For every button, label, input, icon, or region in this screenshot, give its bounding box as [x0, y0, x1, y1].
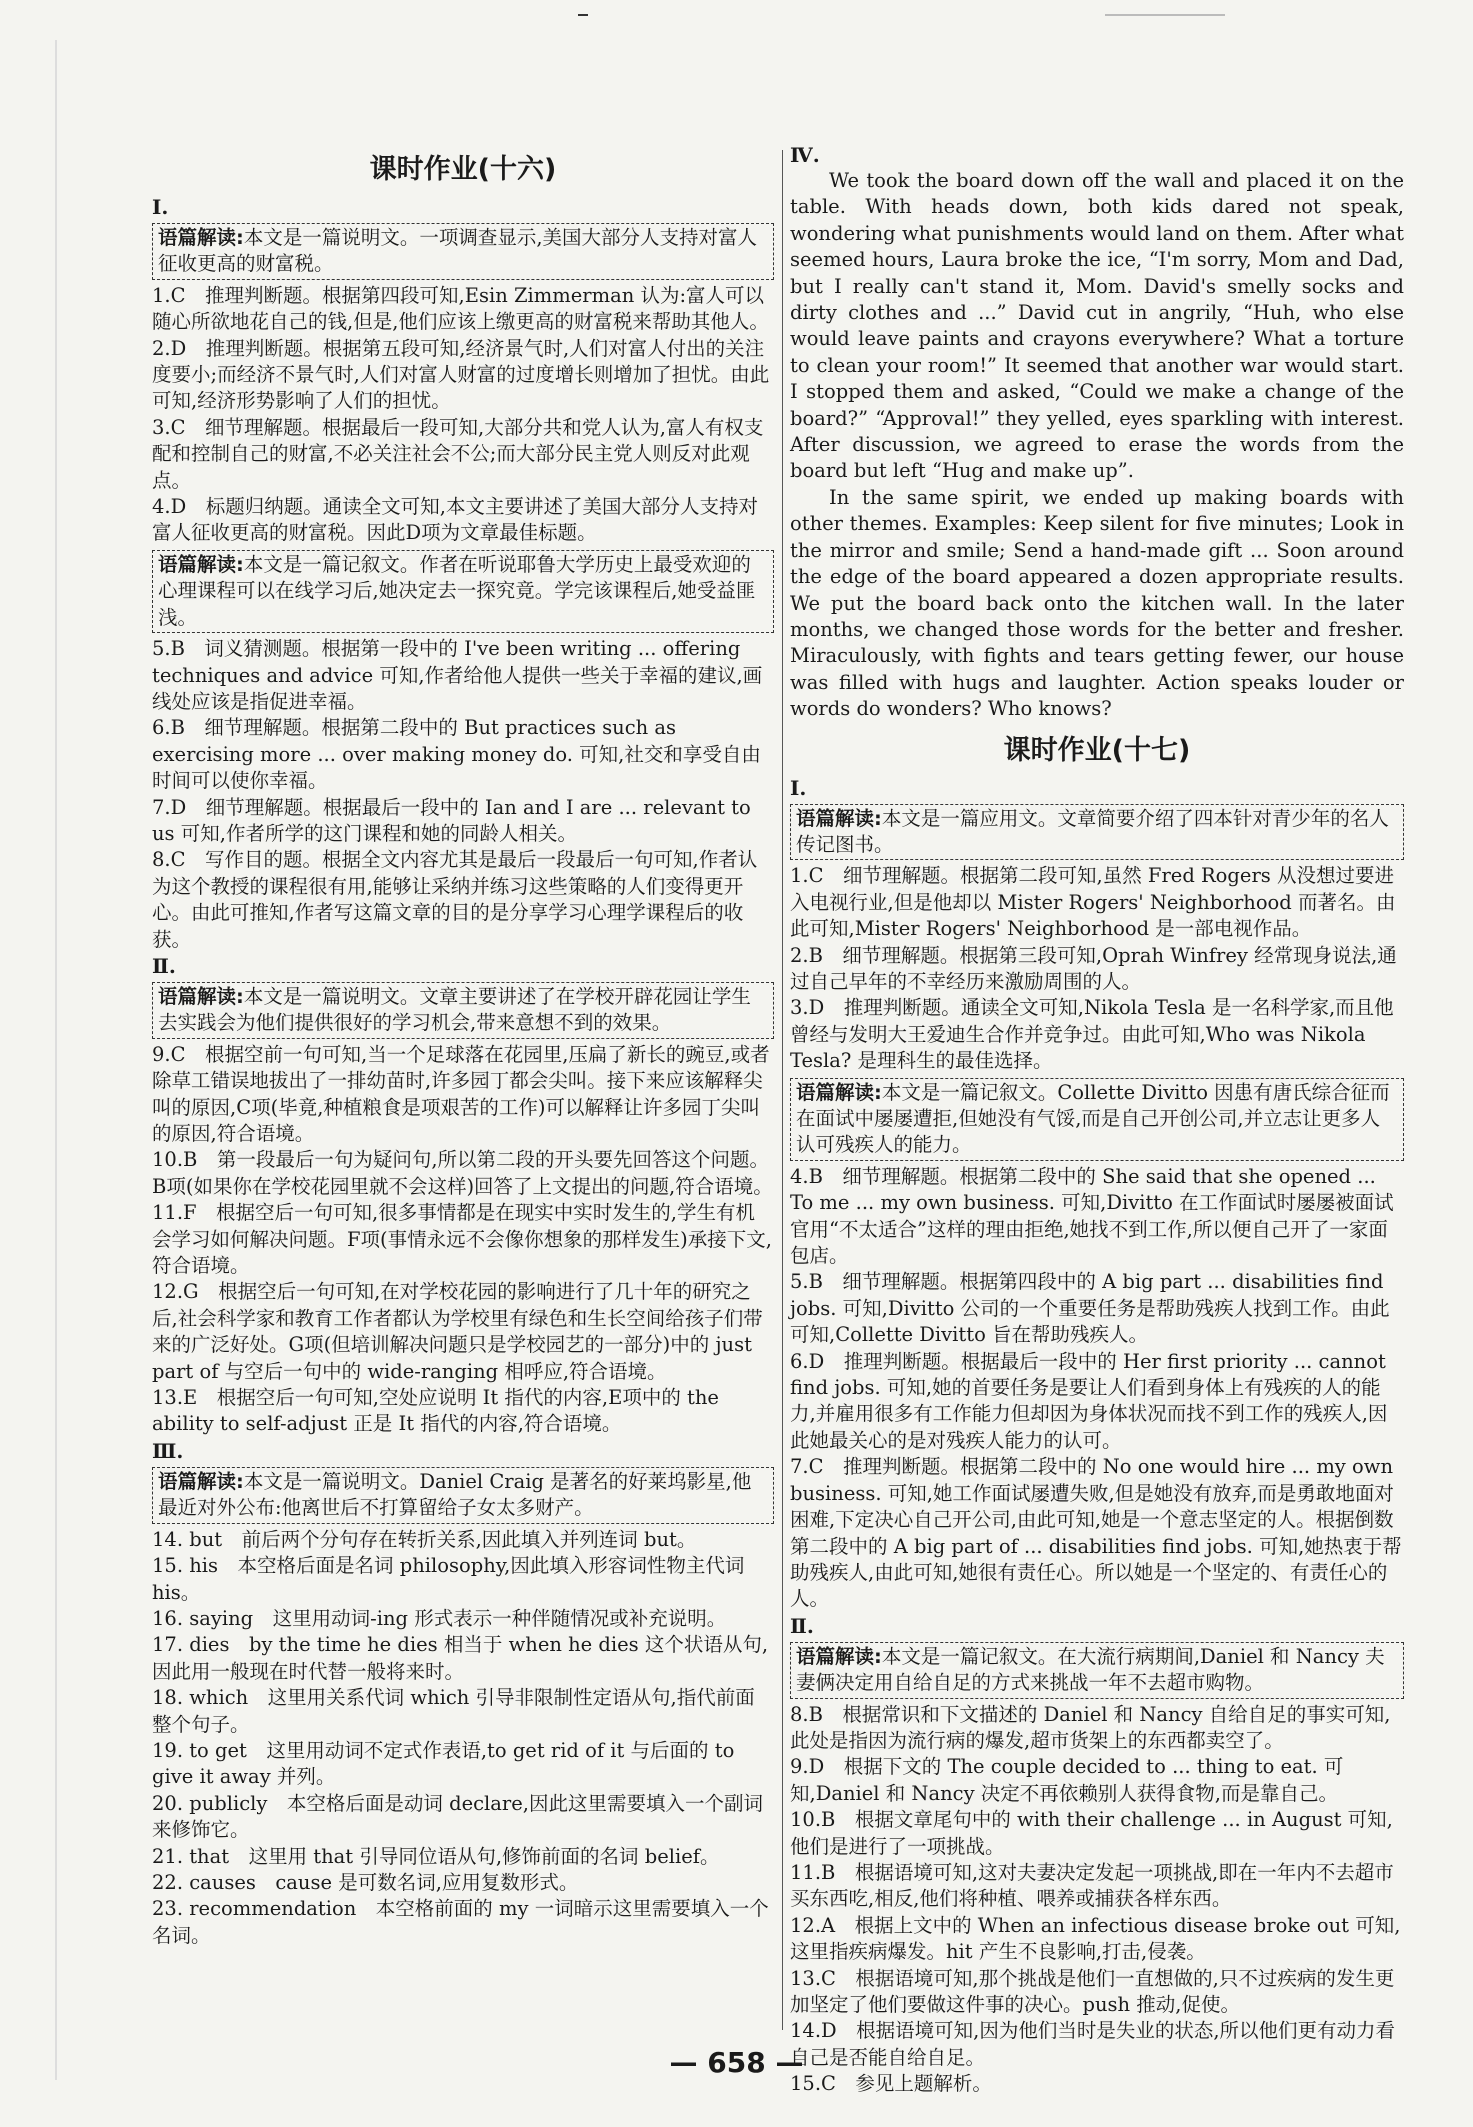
analysis-label: 语篇解读: — [796, 806, 882, 830]
answer-item: 6.D 推理判断题。根据最后一段中的 Her first priority ... cannot find jobs. 可知,她的首要任务是要让人们看到身体上有残疾的人的能力,并雇用很多有工作能力但却因为身体状况而找不到工作的残疾人,因此她最关心的是对残疾人能力的认可。 — [790, 1349, 1388, 1452]
answer-item: 5.B 细节理解题。根据第四段中的 A big part ... disabilities find jobs. 可知,Divitto 公司的一个重要任务是帮助残疾人找到工作。由此可知,Collette Divitto 旨在帮助残疾人。 — [790, 1270, 1390, 1347]
passage-analysis-box — [152, 223, 774, 280]
answer-item: 9.C 根据空前一句可知,当一个足球落在花园里,压扁了新长的豌豆,或者除草工错误地拔出了一排幼苗时,许多园丁都会尖叫。接下来应该解释尖叫的原因,C项(毕竟,种植粮食是项艰苦的工作)可以解释让许多园丁尖叫的原因,符合语境。 — [152, 1042, 770, 1145]
answer-item: 1.C 推理判断题。根据第四段可知,Esin Zimmerman 认为:富人可以随心所欲地花自己的钱,但是,他们应该上缴更高的财富税来帮助其他人。 — [152, 283, 769, 334]
answer-item: 7.C 推理判断题。根据第二段中的 No one would hire ... my own business. 可知,她工作面试屡遭失败,但是她没有放弃,而是勇敢地面对困难,下定决心自己开公司,由此可知,她是一个意志坚定的人。根据倒数第二段中的 A big part of ... disabilities find jobs. 可知,她热衷于帮助残疾人,由此可知,她很有责任心。所以她是一个坚定的、有责任心的人。 — [790, 1455, 1402, 1611]
part-4-heading: Ⅳ. — [790, 143, 820, 167]
answer-item: 6.B 细节理解题。根据第二段中的 But practices such as exercising more ... over making money do. 可知,社交和享受自由时间可以使你幸福。 — [152, 716, 761, 793]
top-mark-faint — [1105, 14, 1225, 16]
answer-item: 21. that 这里用 that 引导同位语从句,修饰前面的名词 belief。 — [152, 1844, 720, 1868]
answer-item: 14. but 前后两个分句存在转折关系,因此填入并列连词 but。 — [152, 1527, 697, 1551]
analysis-text: 本文是一篇说明文。Daniel Craig 是著名的好莱坞影星,他最近对外公布:他离世后不打算留给子女太多财产。 — [158, 1469, 752, 1520]
column-divider — [782, 150, 783, 2030]
answer-item: 15. his 本空格后面是名词 philosophy,因此填入形容词性物主代词 his。 — [152, 1554, 745, 1604]
answer-item: 3.D 推理判断题。通读全文可知,Nikola Tesla 是一名科学家,而且他曾经与发明大王爱迪生合作并竞争过。由此可知,Who was Nikola Tesla? 是理科生的最佳选择。 — [790, 996, 1394, 1073]
answer-item: 14.D 根据语境可知,因为他们当时是失业的状态,所以他们更有动力看自己是否能自给自足。 — [790, 2019, 1396, 2069]
answer-item: 10.B 根据文章尾句中的 with their challenge ... in August 可知,他们是进行了一项挑战。 — [790, 1808, 1393, 1858]
answer-item: 22. causes cause 是可数名词,应用复数形式。 — [152, 1870, 579, 1894]
answer-item: 7.D 细节理解题。根据最后一段中的 Ian and I are ... relevant to us 可知,作者所学的这门课程和她的同龄人相关。 — [152, 795, 751, 845]
page-edge-shadow — [55, 40, 57, 2080]
answer-item: 13.C 根据语境可知,那个挑战是他们一直想做的,只不过疾病的发生更加坚定了他们要做这件事的决心。push 推动,促使。 — [790, 1966, 1395, 2016]
answer-item: 10.B 第一段最后一句为疑问句,所以第二段的开头要先回答这个问题。B项(如果你在学校花园里就不会这样)回答了上文提出的问题,符合语境。 — [152, 1148, 773, 1198]
passage-analysis-box — [152, 982, 774, 1039]
answer-item: 18. which 这里用关系代词 which 引导非限制性定语从句,指代前面整个句子。 — [152, 1686, 755, 1736]
answer-item: 12.G 根据空后一句可知,在对学校花园的影响进行了几十年的研究之后,社会科学家和教育工作者都认为学校里有绿色和生长空间给孩子们带来的广泛好处。G项(但培训解决问题只是学校园艺的一部分)中的 just part of 与空后一句中的 wide-ranging 相呼应,符合语境。 — [152, 1280, 763, 1383]
passage-analysis-box — [790, 1078, 1404, 1161]
answer-item: 2.B 细节理解题。根据第三段可知,Oprah Winfrey 经常现身说法,通过自己早年的不幸经历来激励周围的人。 — [790, 943, 1397, 993]
page-number: — 658 — — [669, 2046, 804, 2079]
top-mark — [578, 14, 588, 16]
part-2-heading: Ⅱ. — [152, 953, 176, 978]
analysis-label: 语篇解读: — [158, 226, 244, 249]
answer-item: 2.D 推理判断题。根据第五段可知,经济景气时,人们对富人付出的关注度要小;而经济不景气时,人们对富人财富的过度增长则增加了担忧。由此可知,经济形势影响了人们的担忧。 — [152, 336, 770, 413]
answer-item: 20. publicly 本空格后面是动词 declare,因此这里需要填入一个副词来修饰它。 — [152, 1791, 763, 1842]
analysis-text: 本文是一篇记叙文。作者在听说耶鲁大学历史上最受欢迎的心理课程可以在线学习后,她决定去一探究竟。学完该课程后,她受益匪浅。 — [158, 552, 756, 629]
answer-item: 16. saying 这里用动词-ing 形式表示一种伴随情况或补充说明。 — [152, 1606, 727, 1630]
analysis-label: 语篇解读: — [158, 1469, 244, 1493]
answer-item: 15.C 参见上题解析。 — [790, 2072, 992, 2096]
answer-item: 1.C 细节理解题。根据第二段可知,虽然 Fred Rogers 从没想过要进入电视行业,但是他却以 Mister Rogers' Neighborhood 而著名。由此可知,Mister Rogers' Neighborhood 是一部电视作品。 — [790, 864, 1396, 941]
analysis-text: 本文是一篇说明文。一项调查显示,美国大部分人支持对富人征收更高的财富税。 — [158, 226, 758, 276]
analysis-text: 本文是一篇应用文。文章简要介绍了四本针对青少年的名人传记图书。 — [796, 806, 1389, 856]
section-title-16: 课时作业(十六) — [369, 154, 557, 185]
passage-analysis-box — [152, 550, 774, 633]
passage-analysis-box — [152, 1467, 774, 1524]
analysis-text: 本文是一篇说明文。文章主要讲述了在学校开辟花园让学生去实践会为他们提供很好的学习机会,带来意想不到的效果。 — [158, 984, 751, 1035]
analysis-label: 语篇解读: — [796, 1644, 882, 1668]
analysis-label: 语篇解读: — [158, 984, 244, 1008]
answer-item: 13.E 根据空后一句可知,空处应说明 It 指代的内容,E项中的 the ability to self-adjust 正是 It 指代的内容,符合语境。 — [152, 1386, 719, 1436]
answer-item: 8.B 根据常识和下文描述的 Daniel 和 Nancy 自给自足的事实可知,此处是指因为流行病的爆发,超市货架上的东西都卖空了。 — [790, 1702, 1391, 1752]
answer-item: 3.C 细节理解题。根据最后一段可知,大部分共和党人认为,富人有权支配和控制自己的财富,不必关注社会不公;而大部分民主党人则反对此观点。 — [152, 415, 764, 492]
section-title-17: 课时作业(十七) — [1003, 734, 1191, 766]
answer-item: 12.A 根据上文中的 When an infectious disease broke out 可知,这里指疾病爆发。hit 产生不良影响,打击,侵袭。 — [790, 1913, 1401, 1964]
right-column — [790, 142, 1404, 2098]
analysis-text: 本文是一篇记叙文。Collette Divitto 因患有唐氏综合征而在面试中屡屡遭拒,但她没有气馁,而是自己开创公司,并立志让更多人认可残疾人的能力。 — [796, 1080, 1390, 1157]
answer-item: 17. dies by the time he dies 相当于 when he dies 这个状语从句,因此用一般现在时代替一般将来时。 — [152, 1633, 769, 1683]
passage-analysis-box — [790, 804, 1404, 861]
answer-item: 11.B 根据语境可知,这对夫妻决定发起一项挑战,即在一年内不去超市买东西吃,相反,他们将种植、喂养或捕获各样东西。 — [790, 1860, 1394, 1911]
answer-item: 8.C 写作目的题。根据全文内容尤其是最后一段最后一句可知,作者认为这个教授的课程很有用,能够让采纳并练习这些策略的人们变得更开心。由此可推知,作者写这篇文章的目的是分享学习心理学课程后的收获。 — [152, 848, 758, 951]
analysis-label: 语篇解读: — [158, 552, 244, 576]
part-1-heading: Ⅰ. — [152, 195, 169, 219]
answer-item: 11.F 根据空后一句可知,很多事情都是在现实中实时发生的,学生有机会学习如何解决问题。F项(事情永远不会像你想象的那样发生)承接下文,符合语境。 — [152, 1201, 772, 1278]
analysis-label: 语篇解读: — [796, 1080, 882, 1104]
answer-item: 4.D 标题归纳题。通读全文可知,本文主要讲述了美国大部分人支持对富人征收更高的财富税。因此D项为文章最佳标题。 — [152, 495, 758, 545]
sample-essay-paragraph: We took the board down off the wall and placed it on the table. With heads down, both kids dared not speak, wondering what punishments would land on them. After what seemed hours, Laura broke the ice, “I'm sorry, Mom and Dad, but I really can't stand it, Mom. David's smelly socks and dirty clothes and ...” David cut in angrily, “Huh, who else would leave paints and crayons everywhere? What a torture to clean your room!” It seemed that another war would start. I stopped them and asked, “Could we make a change of the board?” “Approval!” they yelled, eyes sparkling with interest. After discussion, we agreed to erase the words from the board but left “Hug and make up”. — [790, 169, 1404, 483]
answer-item: 19. to get 这里用动词不定式作表语,to get rid of it 与后面的 to give it away 并列。 — [152, 1738, 735, 1789]
analysis-text: 本文是一篇记叙文。在大流行病期间,Daniel 和 Nancy 夫妻俩决定用自给自足的方式来挑战一年不去超市购物。 — [796, 1644, 1385, 1695]
passage-analysis-box — [790, 1642, 1404, 1699]
part-1-heading: Ⅰ. — [790, 775, 807, 800]
sample-essay-paragraph: In the same spirit, we ended up making boards with other themes. Examples: Keep silent for five minutes; Look in the mirror and smile; Send a hand-made gift ... Soon around the edge of the board appeared a dozen appropriate results. We put the board back onto the kitchen wall. In the later months, we changed those words for the better and fresher. Miraculously, with fights and tears getting fewer, our house was filled with hugs and laughter. Action speaks louder or words do wonders? Who knows? — [790, 485, 1404, 721]
answer-item: 5.B 词义猜测题。根据第一段中的 I've been writing ... offering techniques and advice 可知,作者给他人提供一些关于幸福的建议,画线处应该是指促进幸福。 — [152, 637, 763, 713]
part-2-heading: Ⅱ. — [790, 1613, 814, 1638]
left-column — [152, 142, 774, 1949]
answer-item: 23. recommendation 本空格前面的 my 一词暗示这里需要填入一个名词。 — [152, 1897, 769, 1947]
answer-item: 9.D 根据下文的 The couple decided to ... thing to eat. 可知,Daniel 和 Nancy 决定不再依赖别人获得食物,而是靠自己。 — [790, 1755, 1344, 1805]
answer-item: 4.B 细节理解题。根据第二段中的 She said that she opened ... To me ... my own business. 可知,Divitto 在工作面试时屡屡被面试官用“不太适合”这样的理由拒绝,她找不到工作,所以便自己开了一家面包店。 — [790, 1164, 1394, 1268]
part-3-heading: Ⅲ. — [152, 1438, 184, 1463]
